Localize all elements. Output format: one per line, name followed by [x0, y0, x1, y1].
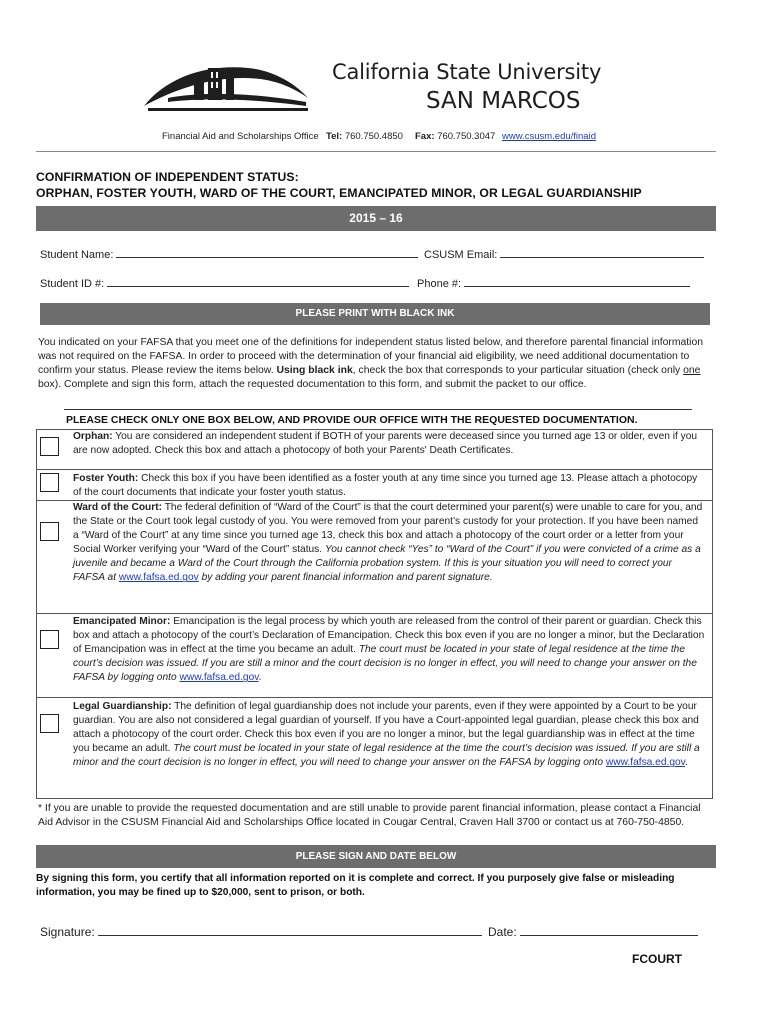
- row-divider: [36, 613, 713, 614]
- check-instructions-heading: PLEASE CHECK ONLY ONE BOX BELOW, AND PROVIDE OUR OFFICE WITH THE REQUESTED DOCUMENTATION.: [66, 414, 638, 426]
- student-name-label: Student Name:: [40, 249, 114, 261]
- signature-field[interactable]: [40, 925, 482, 939]
- office-fax: [415, 131, 495, 142]
- campus-name: SAN MARCOS: [426, 88, 581, 114]
- legal-guardianship-option: [73, 700, 705, 770]
- emancipated-text: Emancipation is the legal process by which youth are released from the control of their parent or guardian. Check this box and attach a photocopy of the court’s Declaration of Emancipation. Check this box even if you are no longer a minor, but the Declaration of Emancipation was in effect at the time you became an adult.: [73, 616, 705, 656]
- university-logo-icon: [138, 58, 313, 118]
- form-code: FCOURT: [632, 952, 682, 966]
- intro-text-2: , check the box that corresponds to your particular situation (check only: [352, 365, 681, 376]
- ward-label: Ward of the Court:: [73, 502, 163, 513]
- student-id-label: Student ID #:: [40, 278, 105, 290]
- header-divider: [36, 151, 716, 152]
- office-phone: [326, 131, 403, 142]
- guardianship-italic: The court must be located in your state of legal residence at the time the court’s decision was issued. If you are still a minor and the court decision is no longer in effect, you will need to change your answer on the FAFSA by logging onto: [73, 743, 700, 769]
- date-field[interactable]: [488, 925, 698, 939]
- legal-guardianship-checkbox[interactable]: [40, 714, 59, 733]
- print-instruction-banner: PLEASE PRINT WITH BLACK INK: [40, 303, 710, 325]
- date-line[interactable]: [520, 925, 698, 936]
- orphan-option: [73, 430, 705, 458]
- foster-text: Check this box if you have been identified as a foster youth at any time since you turned age 13. Please attach a photocopy of the court documents that indicate your foster youth status.: [73, 473, 698, 499]
- foster-youth-checkbox[interactable]: [40, 473, 59, 492]
- university-name: California State University: [332, 60, 602, 84]
- guardianship-label: Legal Guardianship:: [73, 701, 172, 712]
- website-link[interactable]: www.csusm.edu/finaid: [502, 131, 596, 142]
- ward-italic: You cannot check “Yes” to “Ward of the Court” if you were convicted of a crime as a juvenile and became a Ward of the Court through the California probation system. If this is your situation you will need to correct your FAFSA at: [73, 544, 701, 584]
- signature-label: Signature:: [40, 925, 95, 939]
- intro-paragraph: [38, 336, 714, 392]
- certification-statement: By signing this form, you certify that all information reported on it is complete and correct. If you purposely give false or misleading information, you may be fined up to $20,000, sent to prison, or both.: [36, 873, 675, 898]
- form-title-line2: ORPHAN, FOSTER YOUTH, WARD OF THE COURT, EMANCIPATED MINOR, OR LEGAL GUARDIANSHIP: [36, 186, 642, 200]
- guardianship-text: The definition of legal guardianship does not include your parents, even if they were appointed by a Court to be your guardian. You are also not considered a legal guardian of yourself. If you have a Court-appointed legal guardian, please check this box and attach a photocopy of the court order. Check this box even if you are no longer a minor, but the legal guardianship was in effect at the time you became an adult.: [73, 701, 699, 755]
- section-divider: [64, 409, 692, 410]
- fax-label: Fax:: [415, 131, 435, 142]
- orphan-checkbox[interactable]: [40, 437, 59, 456]
- student-name-line[interactable]: [116, 247, 418, 258]
- tel-number: 760.750.4850: [344, 131, 403, 142]
- phone-label: Phone #:: [417, 278, 462, 290]
- ward-of-court-option: [73, 501, 705, 586]
- row-divider: [36, 697, 713, 698]
- advisor-note: * If you are unable to provide the requested documentation and are still unable to provide parent financial information, please contact a Financial Aid Advisor in the CSUSM Financial Aid and Scholarships Office located in Cougar Central, Craven Hall 3700 or contact us at 760-750-4850.: [38, 803, 701, 828]
- fafsa-link[interactable]: www.fafsa.ed.gov: [179, 672, 259, 684]
- emancipated-label: Emancipated Minor:: [73, 616, 171, 627]
- ward-italic-2: by adding your parent financial information and parent signature.: [201, 572, 493, 584]
- intro-text-1: You indicated on your FAFSA that you meet one of the definitions for independent status listed below, and therefore parental financial information was not required on the FAFSA. In order to proceed with the determination of your financial aid eligibility, we need additional documentation to confirm your status. Please review the items below.: [38, 337, 704, 376]
- orphan-label: Orphan:: [73, 431, 113, 442]
- emancipated-end: .: [258, 672, 262, 684]
- student-name-field[interactable]: [40, 247, 418, 261]
- foster-youth-option: [73, 472, 705, 500]
- guardianship-end: .: [685, 757, 688, 769]
- date-label: Date:: [488, 925, 517, 939]
- ward-of-court-checkbox[interactable]: [40, 522, 59, 541]
- ward-text: The federal definition of “Ward of the Court” is that the court determined your parent(s) were unable to care for you, and the State or the Court took legal custody of you. You were removed from your parent’s custody for your protection. If you have been named a “Ward of the Court” at any time since you turned age 13, check this box and attach a photocopy of the court order or a letter from your Social Worker verifying your “Ward of the Court” status.: [73, 502, 703, 556]
- fafsa-link[interactable]: www.fafsa.ed.gov: [118, 572, 199, 584]
- email-line[interactable]: [500, 247, 704, 258]
- emancipated-minor-option: [73, 615, 705, 685]
- foster-label: Foster Youth:: [73, 473, 139, 484]
- form-title-line1: CONFIRMATION OF INDEPENDENT STATUS:: [36, 170, 299, 184]
- tel-label: Tel:: [326, 131, 343, 142]
- fafsa-link[interactable]: www.fafsa.ed.gov: [605, 757, 685, 769]
- student-id-field[interactable]: [40, 276, 409, 290]
- phone-field[interactable]: [417, 276, 690, 290]
- emancipated-italic: The court must be located in your state of legal residence at the time the court’s decision was issued. If you are still a minor and the court decision is no longer in effect, you will need to change your answer on the FAFSA by logging onto: [73, 644, 697, 684]
- intro-bold: Using black ink: [276, 365, 353, 376]
- fax-number: 760.750.3047: [437, 131, 496, 142]
- student-id-line[interactable]: [107, 276, 409, 287]
- intro-underlined: one: [683, 365, 701, 376]
- row-divider: [36, 469, 713, 470]
- award-year-banner: 2015 – 16: [36, 206, 716, 231]
- orphan-text: You are considered an independent student if BOTH of your parents were deceased since you turned age 13 or older, even if you are now adopted. Check this box and attach a photocopy of both your Parents' Death Certificates.: [73, 431, 698, 457]
- email-label: CSUSM Email:: [424, 249, 498, 261]
- office-name: Financial Aid and Scholarships Office: [162, 131, 319, 142]
- intro-text-3: box). Complete and sign this form, attach the requested documentation to this form, and submit the packet to our office.: [38, 379, 587, 390]
- email-field[interactable]: [424, 247, 704, 261]
- signature-line[interactable]: [98, 925, 482, 936]
- sign-banner: PLEASE SIGN AND DATE BELOW: [36, 845, 716, 868]
- emancipated-minor-checkbox[interactable]: [40, 630, 59, 649]
- phone-line[interactable]: [464, 276, 690, 287]
